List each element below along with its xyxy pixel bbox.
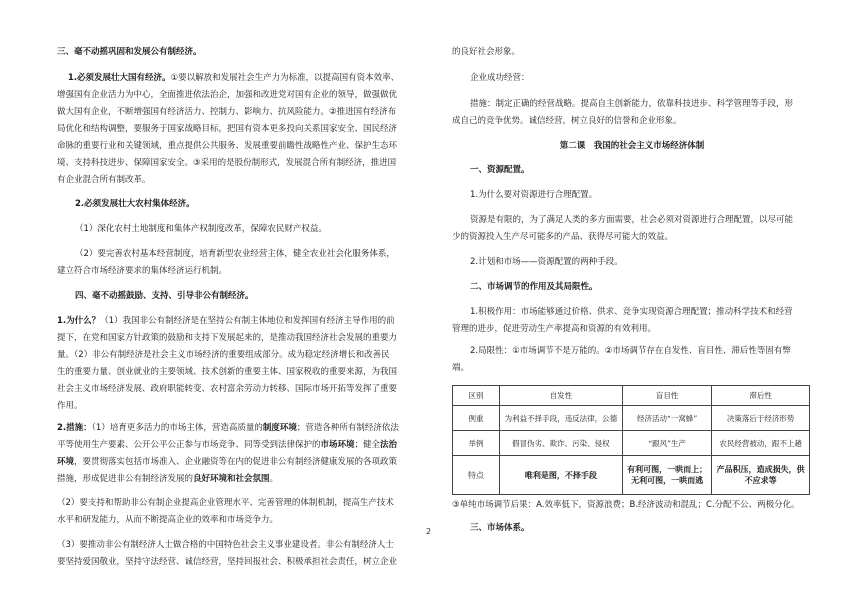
text-line: （2）要支持和帮助非公有制企业提高企业管理水平、完善管理的体制机制，提高生产技术: [57, 498, 394, 508]
table-row: [453, 431, 810, 456]
comparison-table: [452, 385, 810, 495]
paragraph-measures: [57, 420, 432, 437]
paragraph-state-economy: [57, 70, 432, 87]
table-cell: 滞后性: [712, 386, 810, 406]
text: ①要以解放和发展社会生产力为标准，以提高国有资本效率、: [170, 73, 400, 83]
item-lead: 2.必须发展壮大农村集体经济。: [75, 199, 195, 209]
item-lead: 1.为什么？: [57, 316, 101, 326]
text-line: 提下，在党和国家方针政策的鼓励和支持下发展起来的，是推动我国经济社会发展的重要力: [57, 333, 398, 343]
text-line: 少的资源投入生产尽可能多的产品、获得尽可能大的效益。: [452, 232, 674, 242]
table-cell: 农民经营被动，跟不上趟: [712, 431, 810, 456]
highlight: 法治: [380, 440, 398, 450]
highlight: 制度环境: [262, 423, 297, 433]
text-line: 管理的进步，促进劳动生产率提高和资源的有效利用。: [452, 324, 657, 334]
table-cell: 区别: [453, 386, 500, 406]
text: （1）我国非公有制经济是在坚持公有制主体地位和发挥国有经济主导作用的前: [100, 316, 395, 326]
text-line: 局优化和结构调整，要服务于国家战略目标，把国有资本更多投向关系国家安全、国民经济: [57, 124, 398, 134]
text-line: ③单纯市场调节后果：A.效率低下，资源浪费；B.经济波动和混乱；C.分配不公、两极分化。: [452, 500, 800, 510]
cell-line: 无利可图，一哄而逃: [631, 475, 704, 485]
text: 措施，形成促进非公有制经济发展的: [57, 474, 194, 484]
text: 。: [269, 474, 279, 484]
table-cell: 特点: [453, 456, 500, 495]
table-row: [453, 456, 810, 495]
text-line: 的良好社会形象。: [452, 47, 521, 57]
text: 平等使用生产要素、公开公平公正参与市场竞争、同等受到法律保护的: [57, 440, 321, 450]
highlight: 市场环境: [320, 440, 355, 450]
page-number: 2: [426, 527, 432, 536]
table-cell: 盲目性: [622, 386, 711, 406]
text: ，要贯彻落实包括市场准入、企业融资等在内的促进非公有制经济健康发展的各项政策: [74, 457, 398, 467]
text-line: （3）要推动非公有制经济人士做合格的中国特色社会主义事业建设者。非公有制经济人士: [57, 540, 394, 550]
text-line: [57, 437, 432, 454]
cell-line: 不应求等: [744, 475, 777, 485]
cell-line: 产品积压，造成损失，供: [716, 464, 805, 474]
text-line: [57, 471, 432, 488]
text-line: 1.积极作用：市场能够通过价格、供求、竞争实现资源合理配置；推动科学技术和经营: [470, 307, 793, 317]
text-line: 做大国有企业，不断增强国有经济活力、控制力、影响力、抗风险能力。②推进国有经济布: [57, 107, 397, 117]
text-line: 2.计划和市场——资源配置的两种手段。: [470, 257, 623, 267]
section-heading-4: 四、毫不动摇鼓励、支持、引导非公有制经济。: [75, 291, 254, 301]
text-line: （2）要完善农村基本经营制度，培育新型农业经营主体，健全农业社会化服务体系，: [75, 249, 395, 259]
text: （1）培育更多活力的市场主体，营造高质量的: [91, 423, 263, 433]
text-line: 成自己的竞争优势。诚信经营，树立良好的信誉和企业形象。: [452, 116, 682, 126]
table-cell: 唯利是图，不择手段: [500, 456, 623, 495]
table-cell: “跟风”生产: [622, 431, 711, 456]
text-line: 增强国有企业活力为中心，全面推进依法治企，加强和改进党对国有企业的领导，做强做优: [57, 90, 398, 100]
text-line: 措施：制定正确的经营战略。提高自主创新能力，依靠科技进步、科学管理等手段，形: [470, 99, 794, 109]
text-line: 2.局限性：①市场调节不是万能的。②市场调节存在自发性、盲目性、滞后性等固有弊: [470, 346, 791, 356]
text-line: [57, 454, 432, 471]
text-line: 作用。: [57, 401, 83, 411]
text-line: 端。: [452, 363, 470, 373]
table-cell: 例重: [453, 406, 500, 431]
text-line: 建立符合市场经济要求的集体经济运行机制。: [57, 266, 228, 276]
table-row: [453, 406, 810, 431]
section-heading-3: 三、毫不动摇巩固和发展公有制经济。: [57, 47, 202, 57]
text-line: 社会主义市场经济发展、政府职能转变、农村富余劳动力转移、国际市场开拓等发挥了重要: [57, 384, 398, 394]
table-cell: [622, 456, 711, 495]
paragraph-why: [57, 313, 432, 330]
text-line: 资源是有限的，为了满足人类的多方面需要，社会必须对资源进行合理配置，以尽可能: [470, 215, 794, 225]
highlight: 环境: [57, 457, 75, 467]
text-line: 境、支持科技进步、保障国家安全。③采用的是股份制形式，发展混合所有制经济，推进国: [57, 158, 397, 168]
highlight: 良好环境和社会氛围: [193, 474, 270, 484]
text-line: 量。（2）非公有制经济是社会主义市场经济的重要组成部分。成为稳定经济增长和改善民: [57, 350, 390, 360]
text: ；营造各种所有制经济依法: [296, 423, 399, 433]
text-line: 命脉的重要行业和关键领域，重点提供公共服务、发展重要前瞻性战略性产业、保护生态环: [57, 141, 398, 151]
table-cell: 经济活动“一窝蜂”: [622, 406, 711, 431]
table-cell: 自发性: [500, 386, 623, 406]
text-line: 要坚持爱国敬业，坚持守法经营、诚信经营，坚持回报社会、积极承担社会责任，树立企业: [57, 557, 398, 567]
table-cell: 假冒伪劣、欺诈、污染、侵权: [500, 431, 623, 456]
text-line: 水平和研发能力，从而不断提高企业的效率和市场竞争力。: [57, 515, 279, 525]
cell-line: 有利可图，一哄而上；: [627, 464, 708, 474]
table-cell: 为利益不择手段，违反法律，公德: [500, 406, 623, 431]
item-lead: 1.必须发展壮大国有经济。: [67, 73, 171, 83]
table-cell: [712, 456, 810, 495]
text-line: 生的重要力量、创业就业的主要领域、技术创新的重要主体、国家税收的重要来源，为我国: [57, 367, 398, 377]
item-lead: 2.措施：: [57, 423, 92, 433]
table-cell: 决策落后于经济形势: [712, 406, 810, 431]
text-line: 企业成功经营：: [470, 73, 530, 83]
table-cell: 举例: [453, 431, 500, 456]
section-heading-2: 二、市场调节的作用及其局限性。: [470, 282, 598, 292]
text-line: 1.为什么要对资源进行合理配置。: [470, 190, 598, 200]
section-heading-3-right: 三、市场体系。: [470, 523, 530, 533]
text: ；健全: [354, 440, 381, 450]
text-line: 有企业混合所有制改革。: [57, 175, 151, 185]
table-header-row: [453, 386, 810, 406]
lesson-title: 第二课 我国的社会主义市场经济体制: [559, 141, 705, 151]
text-line: （1）深化农村土地制度和集体产权制度改革，保障农民财产权益。: [75, 224, 327, 234]
section-heading-1: 一、资源配置。: [470, 165, 530, 175]
